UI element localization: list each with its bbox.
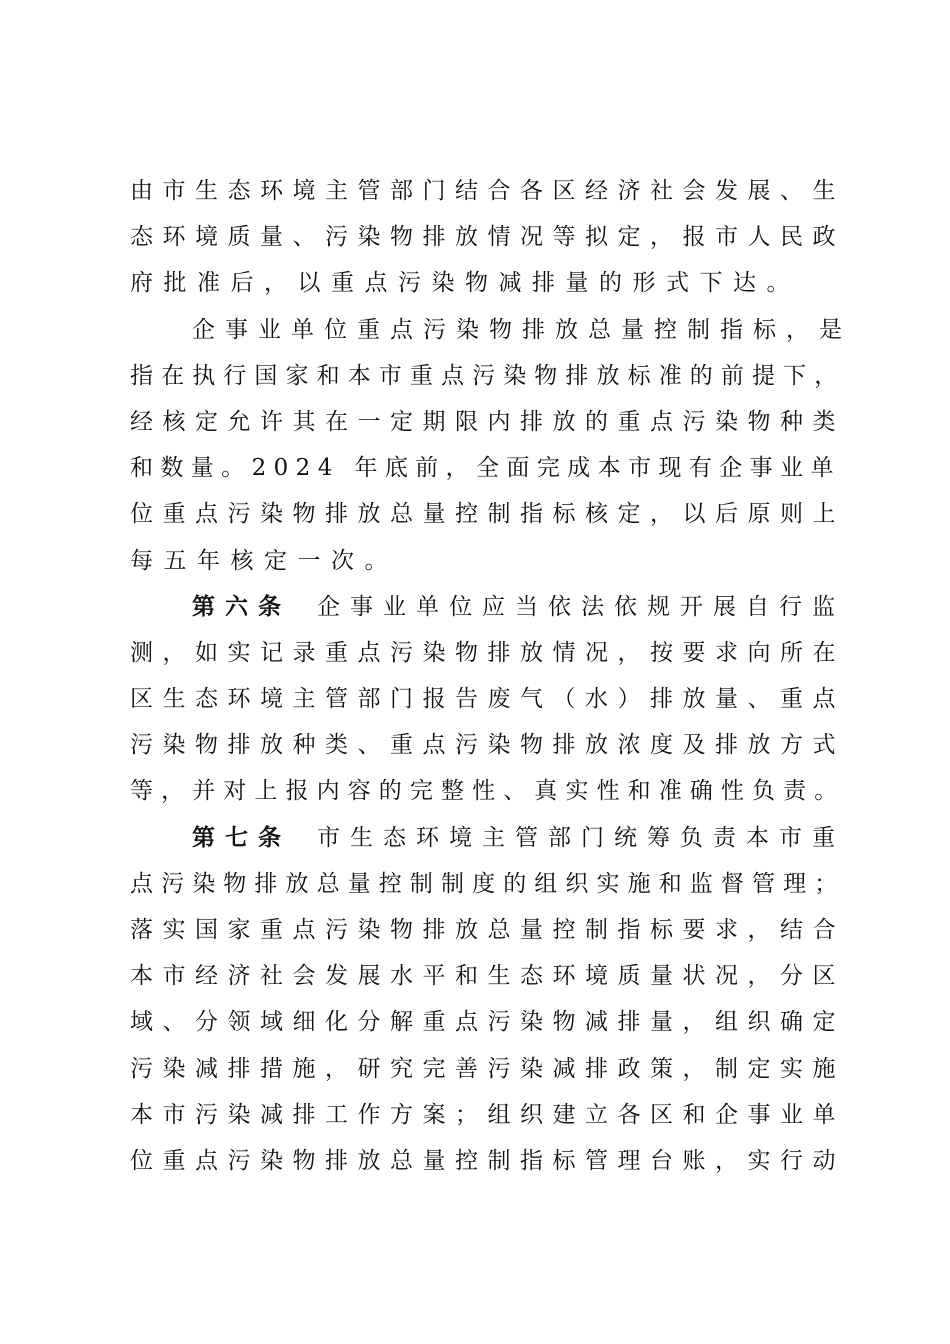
text-line-content: 和数量。2024 年底前，全面完成本市现有企事业单 — [130, 455, 841, 482]
text-line — [130, 168, 850, 214]
document-body — [130, 168, 850, 1184]
text-line — [130, 999, 850, 1045]
text-line — [130, 353, 850, 399]
text-line — [130, 1046, 850, 1092]
text-line — [130, 1138, 850, 1184]
text-line — [130, 445, 850, 491]
text-line — [130, 307, 850, 353]
text-line — [130, 722, 850, 768]
text-line-content: 市生态环境主管部门统筹负责本市重 — [317, 824, 845, 851]
text-line-content: 测，如实记录重点污染物排放情况，按要求向所在 — [130, 639, 845, 666]
text-line-content: 由市生态环境主管部门结合各区经济社会发展、生 — [130, 178, 845, 204]
text-line-content: 经核定允许其在一定期限内排放的重点污染物种类 — [130, 408, 845, 435]
text-line — [130, 953, 850, 999]
text-line-content: 位重点污染物排放总量控制指标管理台账，实行动 — [130, 1147, 845, 1174]
text-line — [130, 214, 850, 260]
text-line — [130, 399, 850, 445]
text-line — [130, 907, 850, 953]
text-line-content: 污染减排措施，研究完善污染减排政策，制定实施 — [130, 1055, 845, 1082]
text-line-content: 位重点污染物排放总量控制指标核定，以后原则上 — [130, 501, 845, 528]
text-line-content: 区生态环境主管部门报告废气（水）排放量、重点 — [130, 686, 845, 713]
text-line-content: 指在执行国家和本市重点污染物排放标准的前提下， — [130, 362, 846, 389]
article-6-heading: 第六条 — [192, 592, 291, 620]
text-line — [130, 538, 850, 584]
text-line-content: 污染物排放种类、重点污染物排放浓度及排放方式 — [130, 732, 845, 759]
text-line-content: 点污染物排放总量控制制度的组织实施和监督管理； — [130, 870, 846, 897]
text-line — [130, 491, 850, 537]
text-line — [130, 676, 850, 722]
text-line-content: 本市经济社会发展水平和生态环境质量状况，分区 — [130, 963, 845, 990]
text-line — [130, 861, 850, 907]
article-7-first-line — [130, 815, 850, 861]
article-6-first-line — [130, 584, 850, 630]
text-line-content: 落实国家重点污染物排放总量控制指标要求，结合 — [130, 917, 845, 943]
text-line-content: 府批准后，以重点污染物减排量的形式下达。 — [130, 270, 800, 297]
text-line-content: 每五年核定一次。 — [130, 547, 398, 574]
text-line-content: 态环境质量、污染物排放情况等拟定，报市人民政 — [130, 224, 845, 251]
article-7-heading: 第七条 — [192, 823, 291, 851]
text-line-content: 企事业单位重点污染物排放总量控制指标，是 — [192, 316, 852, 343]
text-line — [130, 1092, 850, 1138]
text-line — [130, 630, 850, 676]
text-line-content: 本市污染减排工作方案；组织建立各区和企事业单 — [130, 1101, 845, 1128]
text-line — [130, 260, 850, 306]
text-line — [130, 768, 850, 814]
text-line-content: 域、分领域细化分解重点污染物减排量，组织确定 — [130, 1009, 845, 1036]
text-line-content: 企事业单位应当依法依规开展自行监 — [317, 593, 845, 620]
text-line-content: 等，并对上报内容的完整性、真实性和准确性负责。 — [130, 778, 846, 805]
